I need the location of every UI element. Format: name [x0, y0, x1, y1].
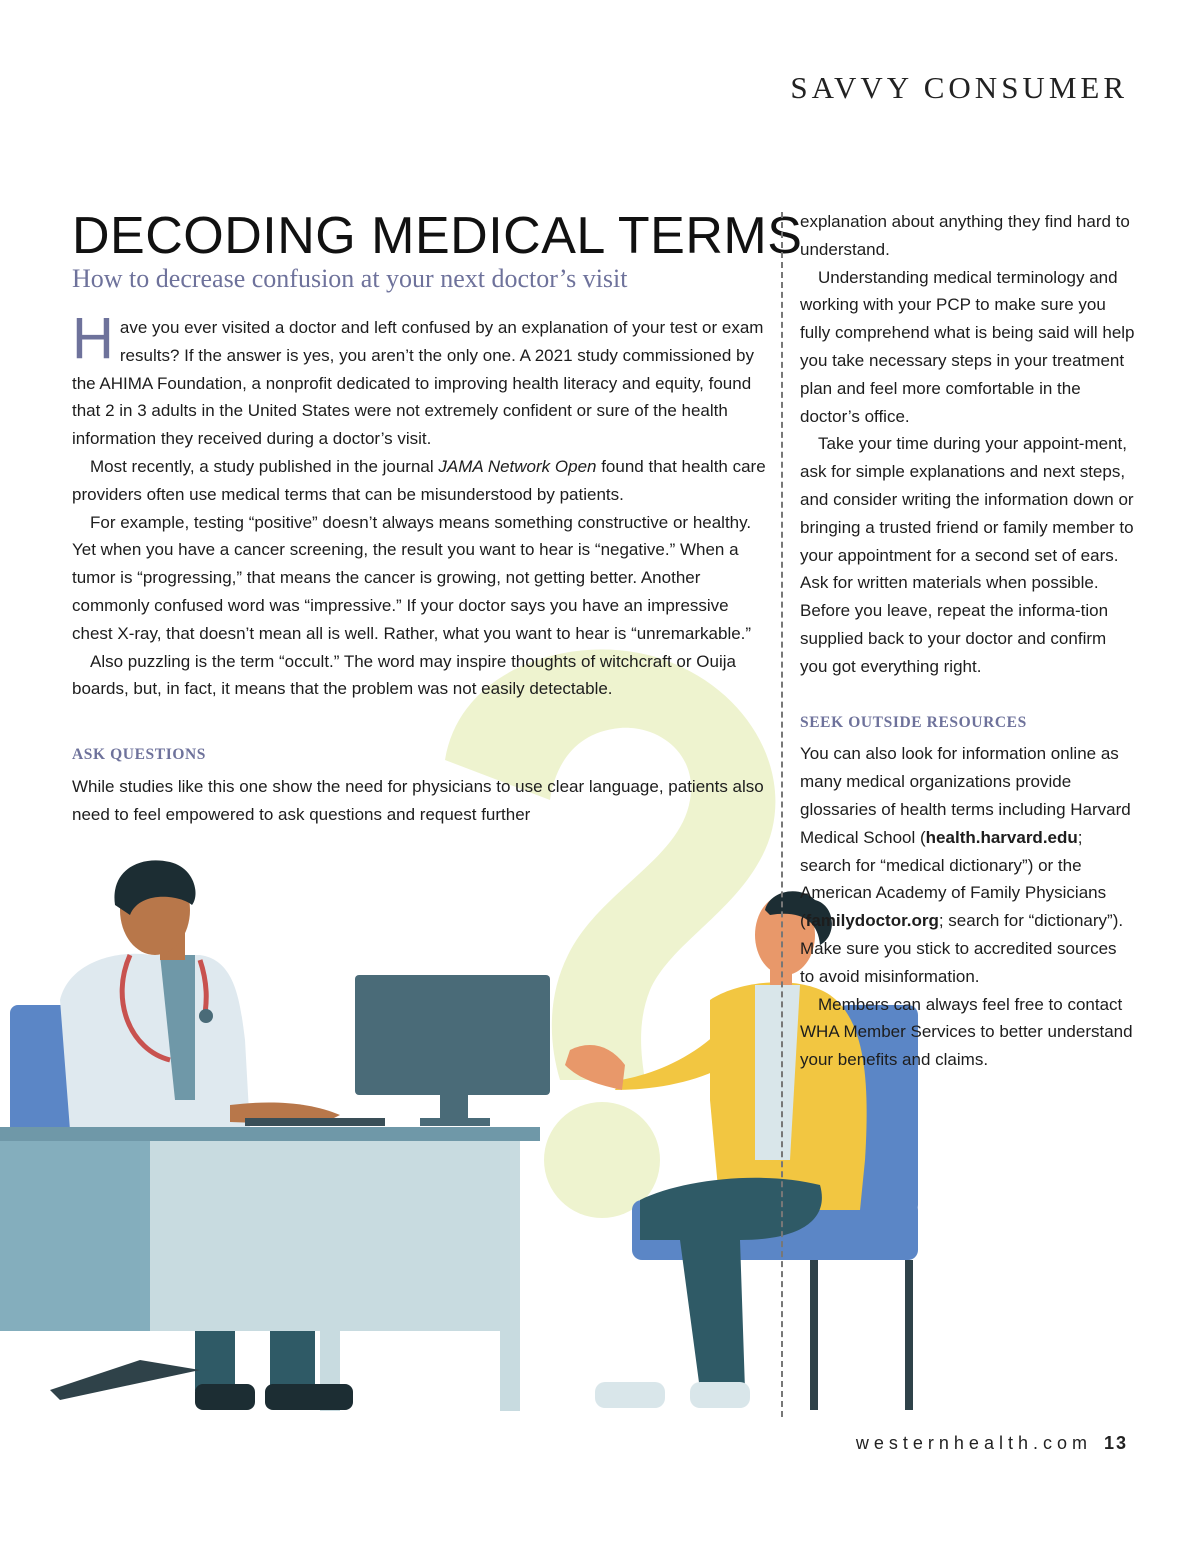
page-footer	[856, 1433, 1128, 1454]
subheading-ask-questions: ASK QUESTIONS	[72, 746, 206, 764]
paragraph: Take your time during your appoint-ment, ask for simple explanations and next steps, and consider writing the information down or bringing a trusted friend or family member to your appointment for a second set of ears. Ask for written materials when possible. Before you leave, repeat the informa-tion supplied back to your doctor and confirm you got everything right.	[800, 434, 1134, 676]
paragraph: explanation about anything they find hard to understand.	[800, 212, 1130, 259]
paragraph: Members can always feel free to contact WHA Member Services to better understand your benefits and claims.	[800, 994, 1133, 1070]
paragraph	[72, 453, 767, 509]
page-number: 13	[1103, 1433, 1128, 1453]
paragraph	[800, 740, 1135, 990]
link-harvard[interactable]: health.harvard.edu	[925, 827, 1078, 847]
journal-name: JAMA Network Open	[438, 456, 597, 476]
paragraph: Understanding medical terminology and working with your PCP to make sure you fully comprehend what is being said will help you take necessary steps in your treatment plan and feel more comfortable in the doctor’s office.	[800, 267, 1135, 426]
subheading-seek-resources: SEEK OUTSIDE RESOURCES	[800, 713, 1027, 731]
article-title: DECODING MEDICAL TERMS	[72, 207, 803, 265]
left-column	[72, 306, 767, 829]
paragraph-text: found that health care providers often use medical terms that can be misunderstood by patients.	[72, 456, 766, 504]
paragraph-intro	[72, 306, 767, 453]
drop-cap: H	[72, 306, 114, 371]
paragraph-text: You can also look for information online as many medical organizations provide glossaries of health terms including Harvard Medical School (	[800, 744, 1131, 847]
article-subtitle: How to decrease confusion at your next doctor’s visit	[72, 264, 628, 293]
paragraph: Also puzzling is the term “occult.” The word may inspire thoughts of witchcraft or Ouija boards, but, in fact, it means that the problem was not easily detectable.	[72, 651, 736, 699]
footer-site: westernhealth.com	[855, 1433, 1092, 1453]
section-label: SAVVY CONSUMER	[790, 70, 1128, 105]
right-column	[800, 208, 1135, 1074]
paragraph: While studies like this one show the need for physicians to use clear language, patients also need to feel empowered to ask questions and request further	[72, 776, 764, 824]
paragraph-text: ave you ever visited a doctor and left confused by an explanation of your test or exam results? If the answer is yes, you aren’t the only one. A 2021 study commissioned by the AHIMA Foundation, a nonprofit dedicated to improving health literacy and equity, found that 2 in 3 adults in the United States were not extremely confident or sure of the health information they received during a doctor’s visit.	[72, 318, 764, 449]
paragraph: For example, testing “positive” doesn’t always means something constructive or healthy. Yet when you have a cancer screening, the result you want to hear is “negative.” When a tumor is “progressing,” that means the cancer is growing, not getting better. Another commonly confused word was “impressive.” If your doctor says you have an impressive chest X-ray, that doesn’t mean all is well. Rather, what you want to hear is “unremarkable.”	[72, 512, 752, 643]
paragraph-text: ; search for “dictionary”). Make sure you stick to accredited sources to avoid misinformation.	[800, 911, 1124, 986]
paragraph-text: Most recently, a study published in the journal	[90, 456, 439, 476]
paragraph-text: ; search for “medical dictionary”) or the American Academy of Family Physicians (	[800, 827, 1107, 931]
column-divider	[781, 212, 783, 1417]
link-familydoctor[interactable]: familydoctor.org	[805, 911, 939, 931]
